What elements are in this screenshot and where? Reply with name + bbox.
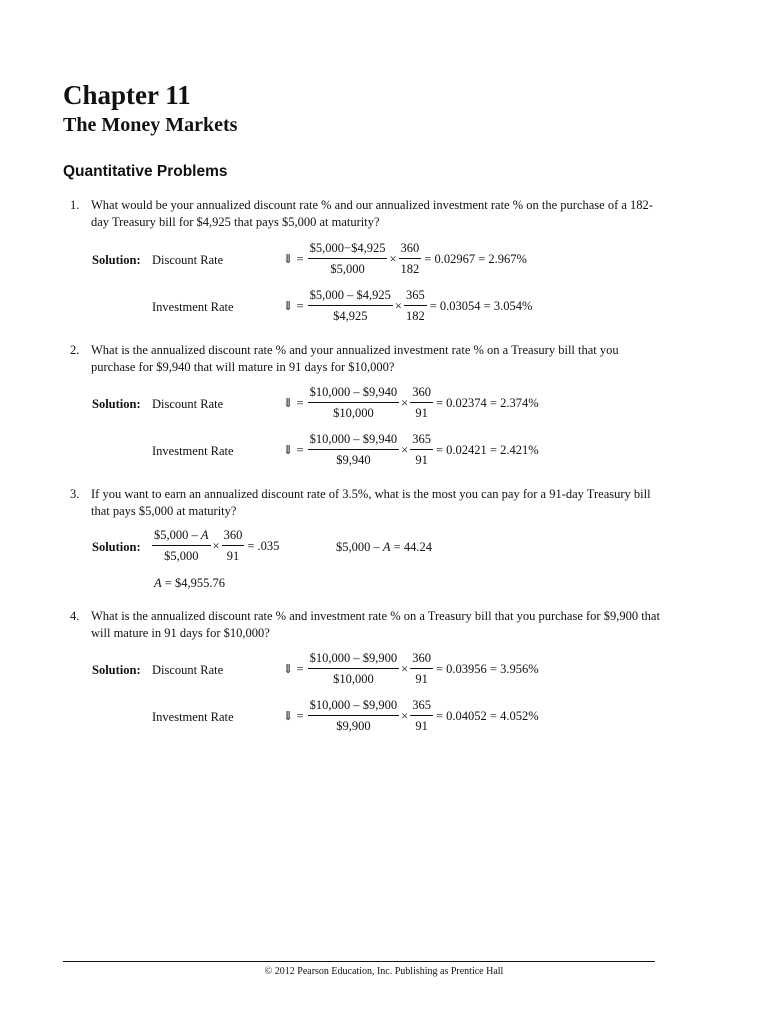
q4-discount-fraction: $\frac{\$10,000 - \$9,900}{\$10,000}$ — [309, 651, 398, 686]
question-1-number: 1. — [70, 198, 80, 212]
q1-investment-equation: ⇓ = $\frac{\$5,000 - \$4,925}{\$4,925}$ × $\frac{365}{182}$ = 0.03054 = 3.054% — [283, 288, 533, 323]
q1-investment-label: Investment Rate — [152, 300, 234, 314]
q4-investment-days-fraction: $\frac{365}{91}$ — [412, 698, 431, 733]
chapter-subtitle: The Money Markets — [63, 114, 238, 136]
q3-equation: $\frac{\$5,000 - A}{\$5,000}$ × $\frac{360}{91}$ = .035 — [154, 528, 280, 563]
q4-solution-label: Solution: — [92, 663, 141, 677]
q2-discount-label: Discount Rate — [152, 397, 224, 411]
yield-symbol: ⇓ = — [283, 396, 304, 410]
yield-symbol: ⇓ = — [283, 252, 304, 266]
q4-discount-result: = 0.03956 = 3.956% — [435, 661, 539, 676]
q2-solution-label: Solution: — [92, 397, 141, 411]
question-1-text: What would be your annualized discount rate % and our annualized investment rate % on the purchase of a 182-day Treasury bill for $4,925 that pays $5,000 at maturity? — [91, 198, 653, 229]
yield-symbol: ⇓ = — [283, 662, 304, 676]
question-3-number: 3. — [70, 487, 80, 501]
question-2-number: 2. — [70, 343, 80, 357]
q1-discount-fraction: $\frac{\$5,000-\$4,925}{\$5,000}$ — [309, 241, 386, 276]
q4-investment-label: Investment Rate — [152, 710, 234, 724]
q1-solution-label: Solution: — [92, 253, 141, 267]
q4-investment-result: = 0.04052 = 4.052% — [435, 708, 539, 723]
question-4-number: 4. — [70, 609, 80, 623]
q2-discount-result: = 0.02374 = 2.374% — [435, 395, 539, 410]
q4-investment-fraction: $\frac{\$10,000 - \$9,900}{\$9,900}$ — [309, 698, 398, 733]
yield-symbol: ⇓ = — [283, 443, 304, 457]
q4-discount-days-fraction: $\frac{360}{91}$ — [412, 651, 431, 686]
footer-copyright: © 2012 Pearson Education, Inc. Publishing as Prentice Hall — [264, 966, 504, 977]
q2-investment-equation: ⇓ = $\frac{\$10,000 - \$9,940}{\$9,940}$ × $\frac{365}{91}$ = 0.02421 = 2.421% — [283, 432, 539, 467]
question-2-text: What is the annualized discount rate % and your annualized investment rate % on a Treasury bill that you purchase for $9,940 that will mature in 91 days for $10,000? — [91, 343, 619, 374]
q1-discount-label: Discount Rate — [152, 253, 224, 267]
q1-discount-equation: ⇓ = $\frac{\$5,000-\$4,925}{\$5,000}$ × $\frac{360}{182}$ = 0.02967 = 2.967% — [283, 241, 527, 276]
q3-answer: A = $4,955.76 — [154, 576, 225, 590]
q1-investment-days-fraction: $\frac{365}{182}$ — [405, 288, 425, 323]
q1-investment-fraction: $\frac{\$5,000 - \$4,925}{\$4,925}$ — [309, 288, 391, 323]
q3-solution-label: Solution: — [92, 540, 141, 554]
q2-investment-days-fraction: $\frac{365}{91}$ — [412, 432, 431, 467]
q1-investment-result: = 0.03054 = 3.054% — [429, 298, 533, 313]
q2-investment-fraction: $\frac{\$10,000 - \$9,940}{\$9,940}$ — [309, 432, 398, 467]
q1-discount-days-fraction: $\frac{360}{182}$ — [400, 241, 420, 276]
yield-symbol: ⇓ = — [283, 709, 304, 723]
q2-investment-label: Investment Rate — [152, 444, 234, 458]
q2-discount-days-fraction: $\frac{360}{91}$ — [412, 385, 431, 420]
q4-investment-equation: ⇓ = $\frac{\$10,000 - \$9,900}{\$9,900}$ × $\frac{365}{91}$ = 0.04052 = 4.052% — [283, 698, 539, 733]
q2-discount-equation: ⇓ = $\frac{\$10,000 - \$9,940}{\$10,000}$ × $\frac{360}{91}$ = 0.02374 = 2.374% — [283, 385, 539, 420]
q2-investment-result: = 0.02421 = 2.421% — [435, 442, 539, 457]
q3-result: = .035 — [247, 538, 280, 553]
footer-divider — [63, 961, 655, 962]
q4-discount-label: Discount Rate — [152, 663, 224, 677]
yield-symbol: ⇓ = — [283, 299, 304, 313]
question-3-text: If you want to earn an annualized discount rate of 3.5%, what is the most you can pay for a 91-day Treasury bill that pays $5,000 at maturity? — [91, 487, 651, 518]
chapter-title: Chapter 11 — [63, 80, 191, 110]
section-heading: Quantitative Problems — [63, 163, 228, 180]
q3-fraction: $\frac{\$5,000 - A}{\$5,000}$ — [154, 528, 209, 563]
q3-days-fraction: $\frac{360}{91}$ — [223, 528, 243, 563]
q1-discount-result: = 0.02967 = 2.967% — [424, 251, 527, 266]
question-4-text: What is the annualized discount rate % and investment rate % on a Treasury bill that you purchase for $9,900 that will mature in 91 days for $10,000? — [91, 609, 660, 640]
q4-discount-equation: ⇓ = $\frac{\$10,000 - \$9,900}{\$10,000}$ × $\frac{360}{91}$ = 0.03956 = 3.956% — [283, 651, 539, 686]
q2-discount-fraction: $\frac{\$10,000 - \$9,940}{\$10,000}$ — [309, 385, 398, 420]
q3-second-equation: $5,000 – A = 44.24 — [336, 540, 432, 554]
